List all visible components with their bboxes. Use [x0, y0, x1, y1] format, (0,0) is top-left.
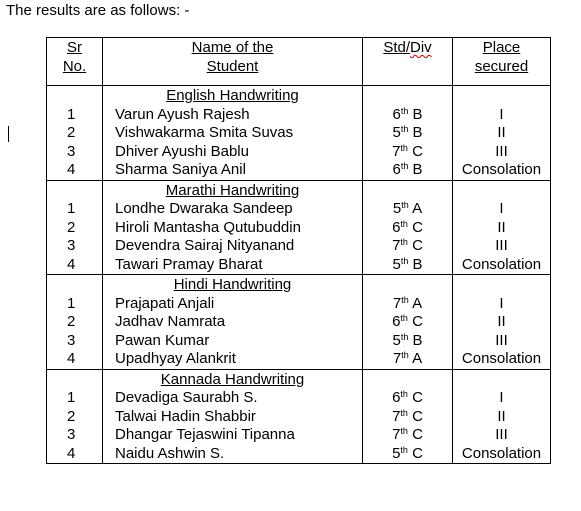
place-secured: II: [497, 313, 506, 330]
std-number: 5: [392, 331, 401, 349]
header-place-line1: Place: [482, 39, 521, 56]
section-row: [47, 180, 551, 275]
student-name: Hiroli Mantasha Qutubuddin: [115, 218, 301, 236]
std-number: 7: [392, 350, 402, 367]
division: B: [412, 331, 423, 349]
sr-number: 2: [67, 313, 76, 330]
place-secured: I: [499, 105, 504, 123]
header-sr-no: [47, 38, 103, 86]
spacer-line: [47, 87, 102, 106]
header-name-line2: Student: [206, 57, 259, 75]
sr-number: 3: [67, 237, 76, 254]
division: C: [412, 142, 423, 160]
spacer-line: [47, 276, 102, 295]
student-name: Varun Ayush Rajesh: [115, 105, 250, 123]
header-place-line2: secured: [474, 57, 529, 75]
section-place-cell: [453, 180, 551, 275]
std-number: 5: [392, 124, 401, 141]
division: C: [412, 313, 423, 330]
section-sr-cell: [47, 180, 103, 275]
std-suffix: th: [400, 105, 409, 116]
division: B: [412, 105, 423, 123]
spacer-line: [453, 87, 550, 106]
spacer-line: [47, 182, 102, 201]
std-div: [363, 313, 452, 332]
division: A: [412, 200, 423, 217]
section-name-cell: [103, 369, 363, 464]
section-std-cell: [363, 369, 453, 464]
student-name: Tawari Pramay Bharat: [115, 255, 263, 273]
student-name: Upadhyay Alankrit: [115, 350, 236, 367]
sr-number: 3: [67, 331, 76, 349]
student-name: Devadiga Saurabh S.: [115, 389, 258, 406]
place-secured: Consolation: [461, 350, 542, 367]
sr-number: 2: [67, 218, 76, 236]
std-div: [363, 389, 452, 408]
header-div-word: Div: [410, 39, 432, 56]
division: A: [412, 350, 423, 367]
spacer-line: [363, 87, 452, 106]
section-title: Marathi Handwriting: [165, 181, 300, 199]
std-number: 6: [392, 218, 401, 236]
std-div: [363, 106, 452, 125]
std-suffix: th: [400, 331, 409, 342]
student-name: Sharma Saniya Anil: [115, 161, 246, 178]
section-row: [47, 86, 551, 181]
section-name-cell: [103, 86, 363, 181]
text-cursor: [8, 126, 9, 142]
std-div: [363, 445, 452, 464]
division: C: [412, 407, 423, 425]
student-name: Devendra Sairaj Nityanand: [115, 237, 295, 254]
sr-number: 4: [67, 161, 76, 178]
std-suffix: th: [401, 294, 409, 305]
std-div: [363, 350, 452, 369]
section-place-cell: [453, 86, 551, 181]
place-secured: Consolation: [461, 444, 542, 462]
place-secured: Consolation: [461, 161, 542, 178]
sr-number: 3: [67, 426, 76, 443]
header-sr-line2: No.: [62, 57, 87, 75]
std-number: 7: [392, 407, 401, 425]
place-secured: II: [497, 218, 506, 236]
section-place-cell: [453, 275, 551, 370]
sr-number: 4: [67, 255, 76, 273]
section-place-cell: [453, 369, 551, 464]
spacer-line: [453, 371, 550, 390]
division: B: [412, 255, 423, 273]
place-secured: III: [495, 142, 508, 160]
sr-number: 1: [67, 200, 76, 217]
std-number: 5: [392, 255, 401, 273]
std-number: 6: [392, 161, 401, 178]
place-secured: III: [495, 331, 508, 349]
place-secured: II: [497, 407, 506, 425]
place-secured: III: [495, 237, 508, 254]
std-number: 6: [392, 313, 401, 330]
section-title: Hindi Handwriting: [173, 276, 292, 293]
division: C: [412, 218, 423, 236]
place-secured: III: [495, 426, 508, 443]
header-place-secured: [453, 38, 551, 86]
std-suffix: th: [400, 124, 409, 134]
std-suffix: th: [400, 389, 408, 399]
std-div: [363, 408, 452, 427]
sr-number: 1: [67, 105, 76, 123]
student-name: Dhiver Ayushi Bablu: [115, 142, 249, 160]
spacer-line: [363, 276, 452, 295]
student-name: Prajapati Anjali: [115, 294, 215, 312]
sr-number: 1: [67, 294, 76, 312]
std-number: 7: [392, 426, 401, 443]
spacer-line: [453, 276, 550, 295]
section-std-cell: [363, 180, 453, 275]
division: C: [412, 389, 423, 406]
std-number: 5: [392, 200, 402, 217]
sr-number: 4: [67, 444, 76, 462]
section-std-cell: [363, 275, 453, 370]
std-div: [363, 332, 452, 351]
std-div: [363, 124, 452, 143]
spacer-line: [363, 371, 452, 390]
std-div: [363, 237, 452, 256]
std-div: [363, 143, 452, 162]
student-name: Naidu Ashwin S.: [115, 444, 225, 462]
student-name: Jadhav Namrata: [115, 313, 226, 330]
std-suffix: th: [401, 350, 409, 360]
section-std-cell: [363, 86, 453, 181]
header-row: [47, 38, 551, 86]
std-number: 6: [392, 389, 401, 406]
place-secured: I: [499, 200, 504, 217]
place-secured: I: [499, 389, 504, 406]
spacer-line: [453, 182, 550, 201]
std-suffix: th: [400, 444, 408, 455]
std-suffix: th: [400, 426, 408, 436]
student-name: Talwai Hadin Shabbir: [115, 407, 256, 425]
section-sr-cell: [47, 86, 103, 181]
std-div: [363, 426, 452, 445]
section-name-cell: [103, 180, 363, 275]
std-suffix: th: [400, 255, 409, 266]
student-name: Pawan Kumar: [115, 331, 210, 349]
sr-number: 2: [67, 407, 76, 425]
results-table: [46, 37, 551, 464]
header-std-prefix: Std/: [383, 39, 410, 56]
student-name: Londhe Dwaraka Sandeep: [115, 200, 293, 217]
division: B: [412, 124, 423, 141]
spacer-line: [47, 371, 102, 390]
std-number: 7: [392, 142, 401, 160]
header-student-name: [103, 38, 363, 86]
division: A: [412, 294, 423, 312]
sr-number: 4: [67, 350, 76, 367]
std-number: 6: [392, 105, 401, 123]
header-name-line1: Name of the: [191, 39, 274, 56]
section-sr-cell: [47, 369, 103, 464]
section-sr-cell: [47, 275, 103, 370]
section-name-cell: [103, 275, 363, 370]
header-sr-line1: Sr: [67, 39, 82, 56]
std-div: [363, 161, 452, 180]
std-number: 7: [392, 237, 401, 254]
sr-number: 1: [67, 389, 76, 406]
place-secured: Consolation: [461, 255, 542, 273]
std-div: [363, 295, 452, 314]
place-secured: I: [499, 294, 504, 312]
std-suffix: th: [400, 313, 408, 323]
division: C: [412, 237, 423, 254]
place-secured: II: [497, 124, 506, 141]
std-number: 7: [392, 294, 402, 312]
std-div: [363, 256, 452, 275]
intro-text: The results are as follows: -: [6, 2, 190, 19]
std-suffix: th: [400, 142, 408, 153]
std-suffix: th: [401, 200, 409, 210]
student-name: Dhangar Tejaswini Tipanna: [115, 426, 295, 443]
division: B: [412, 161, 423, 178]
std-div: [363, 219, 452, 238]
std-suffix: th: [400, 407, 408, 418]
division: C: [412, 444, 423, 462]
std-div: [363, 200, 452, 219]
division: C: [412, 426, 423, 443]
std-number: 5: [392, 444, 401, 462]
header-std-div: [363, 38, 453, 86]
std-suffix: th: [400, 237, 408, 247]
spacer-line: [363, 182, 452, 201]
section-row: [47, 275, 551, 370]
section-title: English Handwriting: [166, 87, 299, 104]
std-suffix: th: [400, 218, 408, 229]
sr-number: 3: [67, 142, 76, 160]
sr-number: 2: [67, 124, 76, 141]
student-name: Vishwakarma Smita Suvas: [115, 124, 294, 141]
section-title: Kannada Handwriting: [160, 370, 305, 388]
std-suffix: th: [400, 161, 409, 171]
section-row: [47, 369, 551, 464]
